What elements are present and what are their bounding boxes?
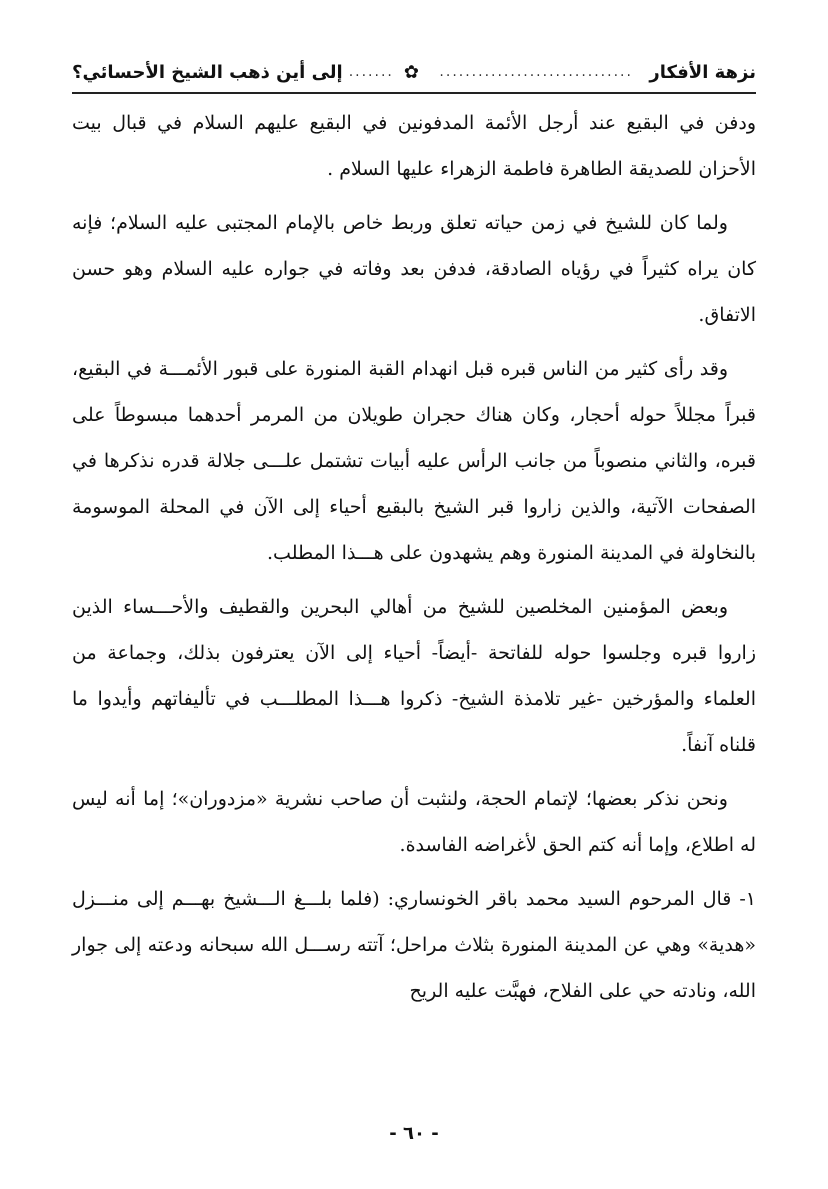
header-leader-dots: ..............................	[439, 64, 633, 80]
header-leader-dots-short: .......	[348, 64, 394, 80]
paragraph: وقد رأى كثير من الناس قبره قبل انهدام القبة المنورة على قبور الأئمـــة في البقيع، قبراً مجللاً حوله أحجار، وكان هناك حجران طويلان من المرمر أحدهما مبسوطاً على قبره، والثاني منصوباً من جانب الرأس عليه أبيات تشتمل علـــى جلالة قدره نذكرها في الصفحات الآتية، والذين زاروا قبر الشيخ بالبقيع أحياء إلى الآن في المحلة الموسومة بالنخاولة في المدينة المنورة وهم يشهدون على هـــذا المطلب.	[72, 358, 756, 564]
body-text	[72, 100, 756, 1022]
numbered-item: ١- قال المرحوم السيد محمد باقر الخونساري: (فلما بلـــغ الـــشيخ بهـــم إلى منـــزل «هدية» وهي عن المدينة المنورة بثلاث مراحل؛ آتته رســـل الله سبحانه ودعته إلى جوار الله، ونادته حي على الفلاح، فهبَّت عليه الريح	[72, 888, 756, 1002]
paragraph: ودفن في البقيع عند أرجل الأئمة المدفونين في البقيع عليهم السلام في قبال بيت الأحزان للصديقة الطاهرة فاطمة الزهراء عليها السلام .	[72, 112, 756, 180]
flower-ornament-icon: ✿	[403, 61, 419, 83]
paragraph: ولما كان للشيخ في زمن حياته تعلق وربط خاص بالإمام المجتبى عليه السلام؛ فإنه كان يراه كثيراً في رؤياه الصادقة، فدفن بعد وفاته في جواره عليه السلام وهو حسن الاتفاق.	[72, 212, 756, 326]
paragraph: ونحن نذكر بعضها؛ لإتمام الحجة، ولنثبت أن صاحب نشرية «مزدوران»؛ إما أنه ليس له اطلاع، وإما أنه كتم الحق لأغراضه الفاسدة.	[72, 788, 756, 856]
book-title: نزهة الأفكار	[649, 61, 756, 83]
page-number: - ٦٠ -	[389, 1123, 439, 1144]
paragraph: وبعض المؤمنين المخلصين للشيخ من أهالي البحرين والقطيف والأحـــساء الذين زاروا قبره وجلسوا حوله للفاتحة -أيضاً- أحياء إلى الآن يعترفون بذلك، وجماعة من العلماء والمؤرخين -غير تلامذة الشيخ- ذكروا هـــذا المطلـــب في تأليفاتهم وأيدوا ما قلناه آنفاً.	[72, 596, 756, 756]
running-header	[72, 52, 756, 94]
chapter-title: إلى أين ذهب الشيخ الأحسائي؟	[72, 61, 343, 83]
